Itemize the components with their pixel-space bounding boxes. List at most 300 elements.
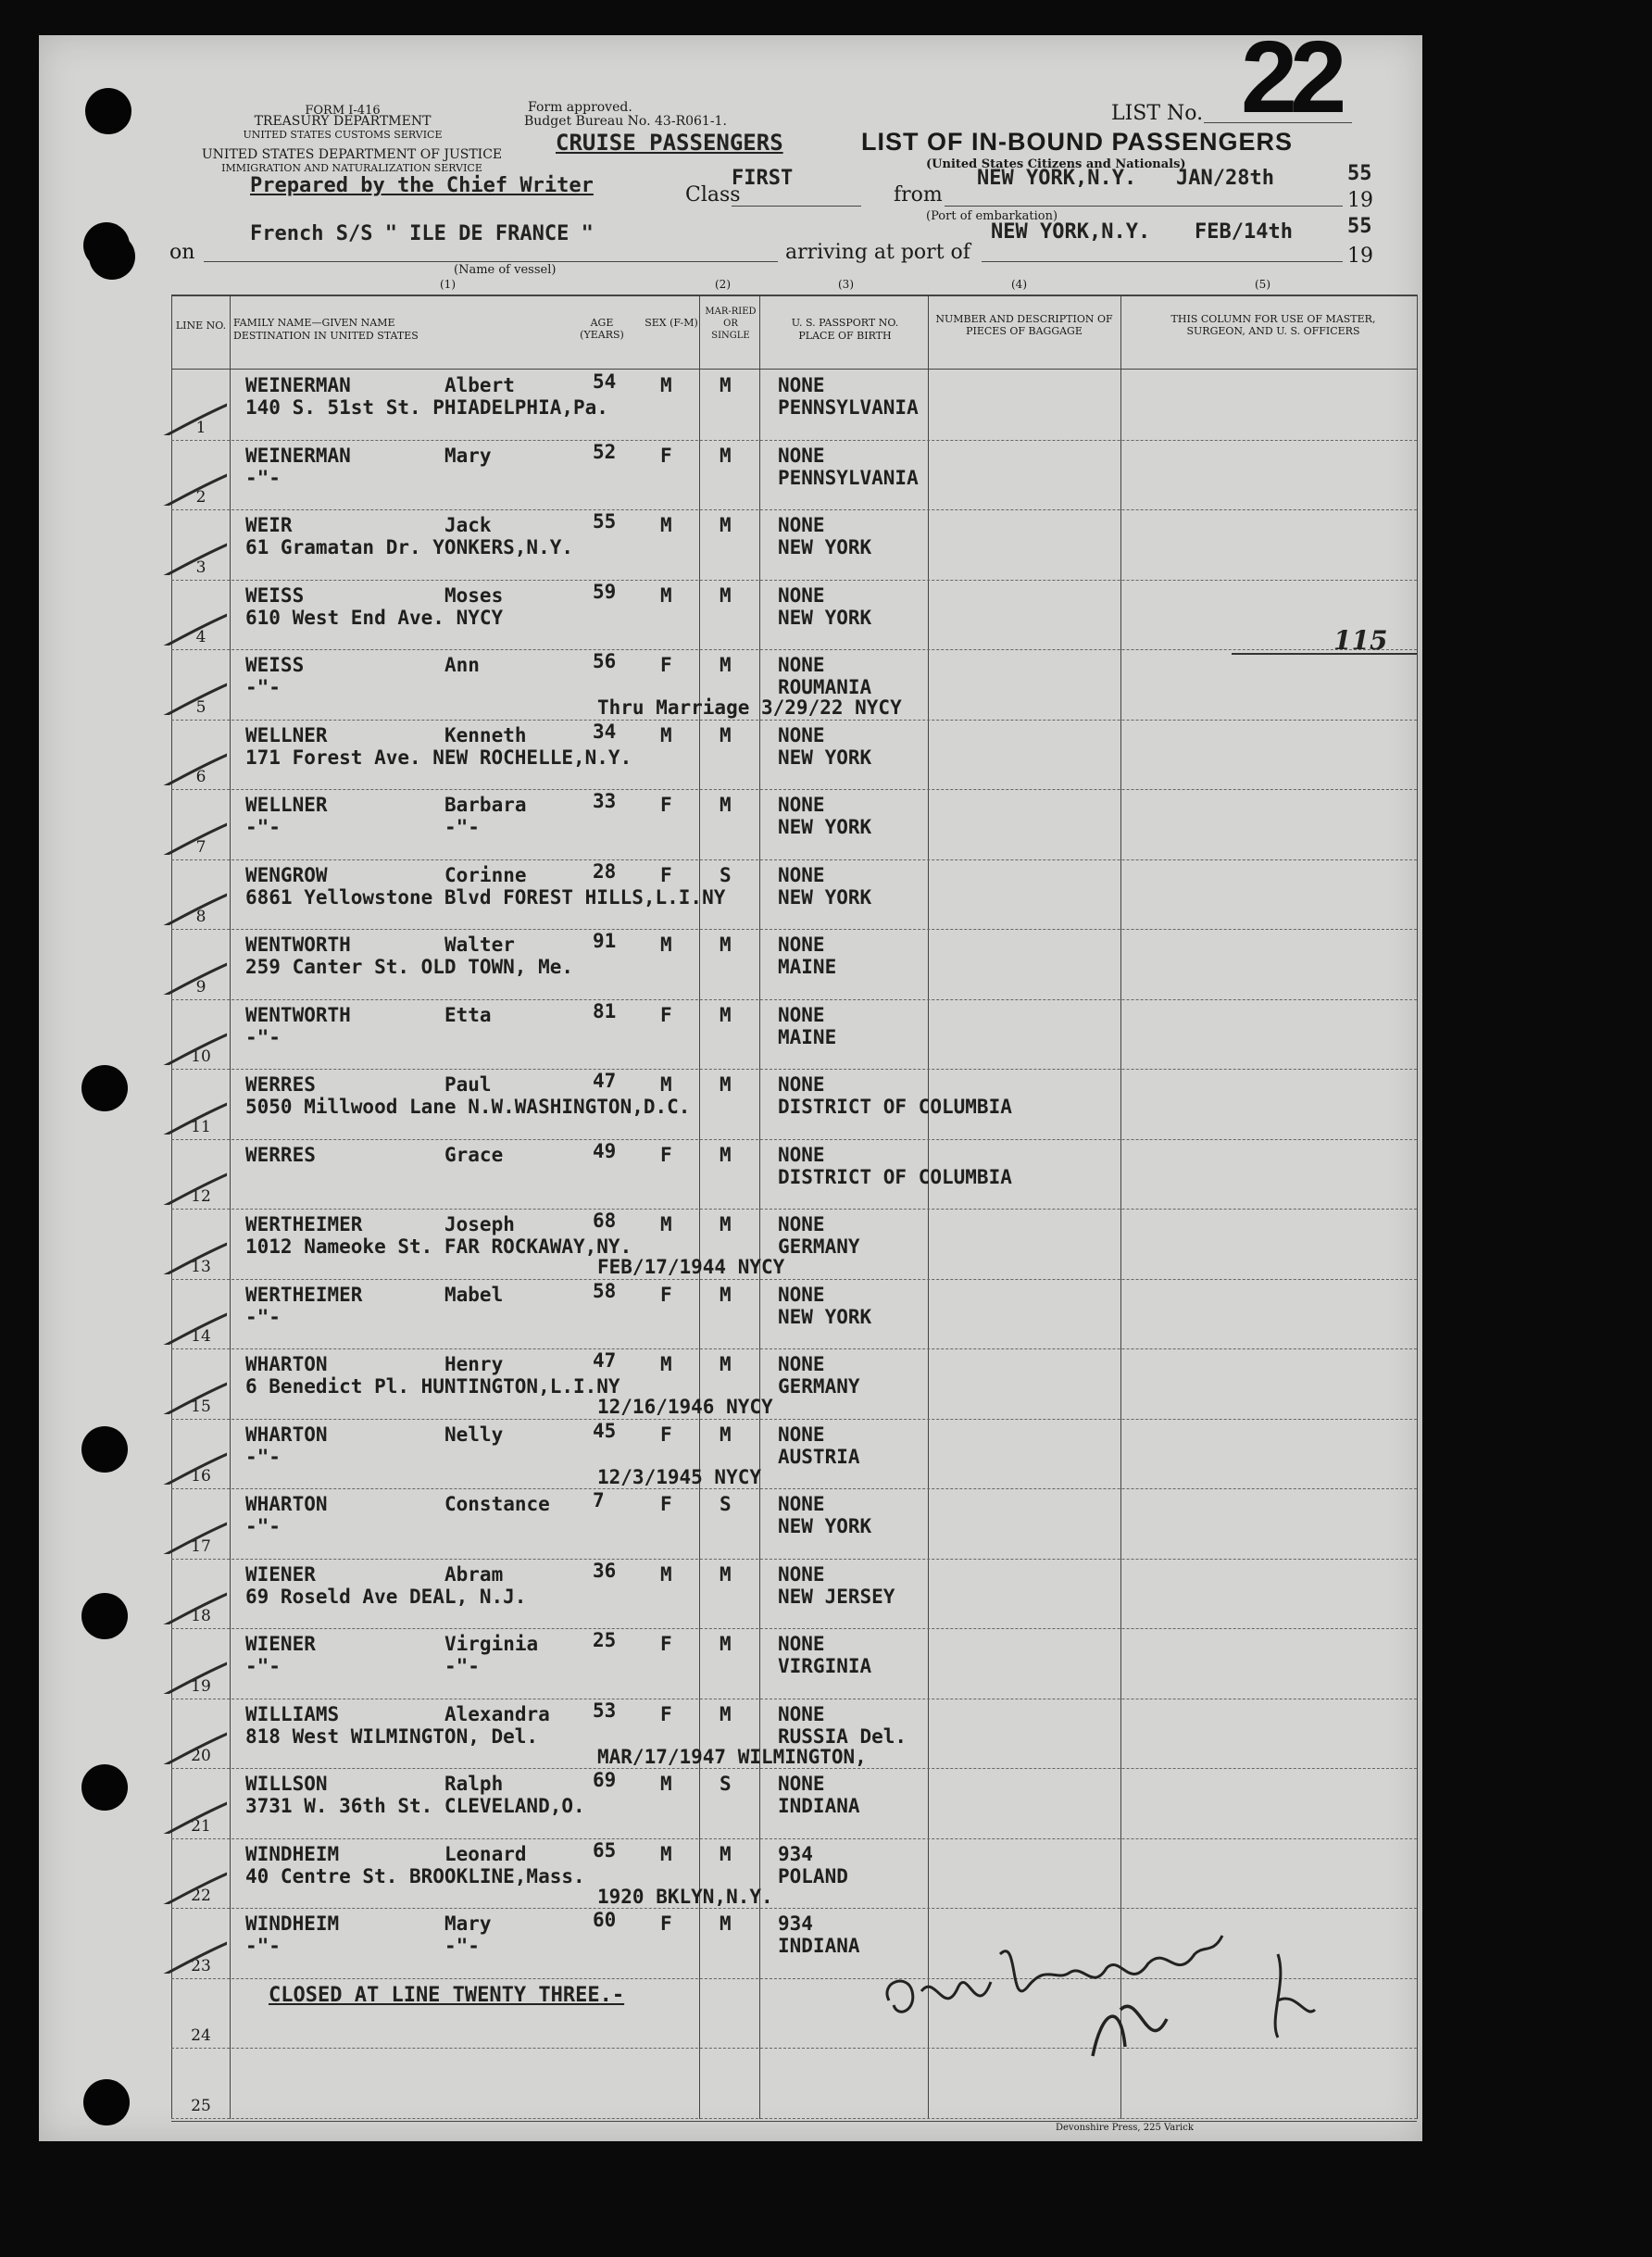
col-sex: SEX (F-M) <box>645 317 698 329</box>
place-of-birth: INDIANA <box>778 1795 860 1817</box>
line-number: 16 <box>191 1467 211 1486</box>
line-number: 1 <box>195 418 206 437</box>
destination: 259 Canter St. OLD TOWN, Me. <box>245 956 574 978</box>
marital-status: M <box>720 1702 732 1725</box>
given-name: Alexandra <box>444 1702 550 1725</box>
table-row <box>171 1070 1417 1140</box>
col-destination: DESTINATION IN UNITED STATES <box>233 330 419 342</box>
family-name: WERRES <box>245 1073 316 1096</box>
passport-number: NONE <box>778 863 825 886</box>
family-name: WIENER <box>245 1562 316 1586</box>
destination: -"- <box>245 1445 281 1468</box>
place-of-birth: GERMANY <box>778 1235 860 1258</box>
age: 7 <box>593 1489 605 1511</box>
table-row <box>171 1489 1417 1560</box>
destination: 40 Centre St. BROOKLINE,Mass. <box>245 1864 585 1887</box>
col-line-no: LINE NO. <box>175 320 227 332</box>
given-name: Barbara <box>444 794 527 816</box>
place-of-birth: NEW YORK <box>778 816 872 838</box>
checkmark-icon <box>153 888 227 925</box>
passport-number: NONE <box>778 1702 825 1725</box>
passport-number: 934 <box>778 1912 813 1935</box>
checkmark-icon <box>153 1237 227 1274</box>
marital-status: M <box>720 374 732 396</box>
line-number: 5 <box>195 697 206 717</box>
sex: M <box>660 374 672 396</box>
line-number: 19 <box>191 1676 211 1696</box>
table-row <box>171 1210 1417 1280</box>
marital-status: M <box>720 1842 732 1865</box>
given-name: Kenneth <box>444 723 527 746</box>
on-label: on <box>169 241 195 264</box>
place-of-birth: NEW JERSEY <box>778 1585 895 1608</box>
marital-status: M <box>720 654 732 676</box>
marital-status: M <box>720 1562 732 1586</box>
age: 65 <box>593 1838 617 1862</box>
from-date: JAN/28th <box>1176 167 1274 190</box>
naturalization-note: FEB/17/1944 NYCY <box>597 1256 785 1278</box>
table-row <box>171 1000 1417 1071</box>
destination: 61 Gramatan Dr. YONKERS,N.Y. <box>245 536 574 558</box>
marital-status: M <box>720 1633 732 1655</box>
passport-number: NONE <box>778 1493 825 1515</box>
cruise-passengers: CRUISE PASSENGERS <box>556 130 783 156</box>
col-num-1: (1) <box>440 278 456 291</box>
arriving-line <box>982 261 1343 262</box>
place-of-birth: POLAND <box>778 1864 848 1887</box>
age: 81 <box>593 999 617 1022</box>
line-number: 7 <box>195 837 206 857</box>
class-line <box>732 206 861 207</box>
destination: -"- <box>245 1515 281 1537</box>
prepared-by: Prepared by the Chief Writer <box>250 174 594 197</box>
col-passport: U. S. PASSPORT NO. <box>791 317 899 329</box>
from-port: NEW YORK,N.Y. <box>977 167 1137 190</box>
checkmark-icon <box>153 678 227 715</box>
destination: 6861 Yellowstone Blvd FOREST HILLS,L.I.NY <box>245 885 726 909</box>
class-label: Class <box>685 183 741 207</box>
place-of-birth: PENNSYLVANIA <box>778 466 919 489</box>
given-name: Walter <box>444 934 515 956</box>
sex: F <box>660 1423 672 1446</box>
table-row <box>171 581 1417 651</box>
age: 47 <box>593 1349 617 1372</box>
officer-mark-line <box>1232 653 1417 655</box>
marital-status: M <box>720 723 732 746</box>
place-of-birth: DISTRICT OF COLUMBIA <box>778 1096 1012 1118</box>
checkmark-icon <box>153 1867 227 1904</box>
table-row <box>171 1560 1417 1630</box>
place-of-birth: NEW YORK <box>778 1515 872 1537</box>
passport-number: NONE <box>778 1353 825 1375</box>
line-number: 13 <box>191 1257 211 1276</box>
year-2: 55 <box>1347 215 1372 238</box>
checkmark-icon <box>153 1028 227 1065</box>
sex: M <box>660 1073 672 1096</box>
punch-hole <box>81 1593 128 1639</box>
place-of-birth: RUSSIA Del. <box>778 1724 907 1748</box>
sex: M <box>660 1842 672 1865</box>
marital-status: M <box>720 934 732 956</box>
passport-number: NONE <box>778 934 825 956</box>
col-num-2: (2) <box>715 278 731 291</box>
table-row <box>171 650 1417 721</box>
page-title: LIST OF IN-BOUND PASSENGERS <box>861 128 1294 156</box>
given-name: Jack <box>444 514 492 536</box>
given-name: Corinne <box>444 863 527 886</box>
marital-status: S <box>720 1773 732 1795</box>
given-name: Virginia <box>444 1633 539 1655</box>
passport-number: NONE <box>778 583 825 607</box>
age: 34 <box>593 720 617 743</box>
sex: F <box>660 654 672 676</box>
punch-hole <box>81 1426 128 1473</box>
passport-number: NONE <box>778 1073 825 1096</box>
line-number: 17 <box>191 1536 211 1556</box>
col-baggage: NUMBER AND DESCRIPTION OF PIECES OF BAGGAGE <box>935 313 1113 337</box>
line-number: 15 <box>191 1397 211 1416</box>
place-of-birth: MAINE <box>778 956 837 978</box>
marital-status: M <box>720 1143 732 1166</box>
passport-number: NONE <box>778 794 825 816</box>
table-row <box>171 1699 1417 1770</box>
marital-status: S <box>720 863 732 886</box>
place-of-birth: AUSTRIA <box>778 1445 860 1468</box>
age: 59 <box>593 580 617 603</box>
punch-hole <box>83 2079 130 2125</box>
checkmark-icon <box>153 1097 227 1135</box>
arriving-label: arriving at port of <box>785 241 970 264</box>
marital-status: M <box>720 444 732 467</box>
sex: F <box>660 1912 672 1935</box>
given-name: Constance <box>444 1493 550 1515</box>
destination: -"- <box>245 676 281 698</box>
sex: M <box>660 1562 672 1586</box>
form-approved: Form approved. <box>528 100 632 115</box>
from-label: from <box>894 183 943 207</box>
given-name: Ann <box>444 654 480 676</box>
line-number: 8 <box>195 908 206 926</box>
year-1: 55 <box>1347 162 1372 185</box>
line-number: 12 <box>191 1187 211 1206</box>
given-name: Albert <box>444 374 515 396</box>
age: 58 <box>593 1279 617 1302</box>
line-number: 21 <box>191 1816 211 1836</box>
place-of-birth: NEW YORK <box>778 1305 872 1328</box>
line-number: 24 <box>191 2026 211 2045</box>
place-of-birth: PENNSYLVANIA <box>778 396 919 419</box>
col-num-3: (3) <box>838 278 854 291</box>
sex: M <box>660 934 672 956</box>
table-row <box>171 1280 1417 1350</box>
naturalization-note: MAR/17/1947 WILMINGTON, <box>597 1745 867 1768</box>
given-name: Grace <box>444 1143 504 1166</box>
line-number: 10 <box>191 1047 211 1066</box>
signature <box>870 1899 1352 2065</box>
age: 52 <box>593 440 617 463</box>
passport-number: NONE <box>778 1213 825 1235</box>
age: 33 <box>593 790 617 812</box>
treasury-dept: TREASURY DEPARTMENT <box>254 114 432 129</box>
age: 56 <box>593 650 617 672</box>
customs-service: UNITED STATES CUSTOMS SERVICE <box>243 129 443 141</box>
sex: F <box>660 863 672 886</box>
sex: F <box>660 1493 672 1515</box>
col-officers: THIS COLUMN FOR USE OF MASTER, SURGEON, AND U. S. OFFICERS <box>1170 313 1376 337</box>
table-row <box>171 441 1417 511</box>
family-name: WENGROW <box>245 863 328 886</box>
given-name: Paul <box>444 1073 492 1096</box>
marital-status: S <box>720 1493 732 1515</box>
table-row <box>171 1140 1417 1210</box>
destination: 1012 Nameoke St. FAR ROCKAWAY,NY. <box>245 1235 632 1258</box>
given-name: Mary <box>444 444 492 467</box>
passport-number: 934 <box>778 1842 813 1865</box>
checkmark-icon <box>153 538 227 575</box>
checkmark-icon <box>153 1937 227 1974</box>
sex: M <box>660 514 672 536</box>
given-name-ditto: -"- <box>444 1655 480 1677</box>
checkmark-icon <box>153 1657 227 1694</box>
page-subtitle: (United States Citizens and Nationals) <box>926 157 1186 171</box>
marital-status: M <box>720 1912 732 1935</box>
age: 69 <box>593 1769 617 1791</box>
checkmark-icon <box>153 1448 227 1485</box>
given-name-ditto: -"- <box>444 1935 480 1957</box>
sex: F <box>660 1633 672 1655</box>
age: 54 <box>593 370 617 393</box>
table-row <box>171 1349 1417 1420</box>
destination: 610 West End Ave. NYCY <box>245 606 504 629</box>
checkmark-icon <box>153 1377 227 1414</box>
given-name: Nelly <box>444 1423 504 1446</box>
vessel-line <box>204 261 778 262</box>
age: 25 <box>593 1629 617 1651</box>
sex: M <box>660 1213 672 1235</box>
family-name: WELLNER <box>245 723 328 746</box>
class-value: FIRST <box>732 167 794 190</box>
family-name: WHARTON <box>245 1423 328 1446</box>
family-name: WEINERMAN <box>245 374 351 396</box>
family-name: WEISS <box>245 583 305 607</box>
destination: 171 Forest Ave. NEW ROCHELLE,N.Y. <box>245 746 632 769</box>
sex: F <box>660 794 672 816</box>
table-row <box>171 930 1417 1000</box>
punch-hole <box>89 233 135 280</box>
naturalization-note: Thru Marriage 3/29/22 NYCY <box>597 696 902 719</box>
vessel-name: French S/S " ILE DE FRANCE " <box>250 222 594 245</box>
checkmark-icon <box>153 1308 227 1345</box>
place-of-birth: MAINE <box>778 1025 837 1048</box>
given-name: Mabel <box>444 1283 504 1306</box>
age: 36 <box>593 1559 617 1582</box>
passport-number: NONE <box>778 1143 825 1166</box>
table-row <box>171 721 1417 791</box>
sex: F <box>660 1143 672 1166</box>
age: 91 <box>593 930 617 952</box>
given-name: Mary <box>444 1912 492 1935</box>
given-name-ditto: -"- <box>444 816 480 838</box>
age: 55 <box>593 510 617 533</box>
checkmark-icon <box>153 1797 227 1834</box>
line-number: 3 <box>195 558 206 577</box>
checkmark-icon <box>153 398 227 435</box>
family-name: WINDHEIM <box>245 1912 340 1935</box>
printer-credit: Devonshire Press, 225 Varick <box>1056 2123 1194 2133</box>
col-birthplace: PLACE OF BIRTH <box>798 330 892 342</box>
family-name: WEINERMAN <box>245 444 351 467</box>
age: 28 <box>593 859 617 883</box>
place-of-birth: INDIANA <box>778 1935 860 1957</box>
line-number: 14 <box>191 1327 211 1346</box>
given-name: Moses <box>444 583 504 607</box>
table-row <box>171 860 1417 931</box>
line-number: 22 <box>191 1887 211 1905</box>
vessel-label: (Name of vessel) <box>454 263 557 277</box>
table-row <box>171 1420 1417 1490</box>
family-name: WEISS <box>245 654 305 676</box>
passport-number: NONE <box>778 1633 825 1655</box>
line-number: 9 <box>195 977 206 997</box>
marital-status: M <box>720 794 732 816</box>
col-name: FAMILY NAME—GIVEN NAME <box>233 317 395 329</box>
checkmark-icon <box>153 818 227 855</box>
arriving-date: FEB/14th <box>1195 220 1293 244</box>
destination: -"- <box>245 1025 281 1048</box>
place-of-birth: ROUMANIA <box>778 676 872 698</box>
passport-number: NONE <box>778 1562 825 1586</box>
destination: -"- <box>245 1305 281 1328</box>
marital-status: M <box>720 1353 732 1375</box>
year-prefix-1: 19 <box>1347 189 1373 212</box>
sex: F <box>660 444 672 467</box>
marital-status: M <box>720 583 732 607</box>
family-name: WINDHEIM <box>245 1842 340 1865</box>
family-name: WHARTON <box>245 1493 328 1515</box>
budget-bureau: Budget Bureau No. 43-R061-1. <box>524 114 727 129</box>
place-of-birth: NEW YORK <box>778 885 872 909</box>
place-of-birth: DISTRICT OF COLUMBIA <box>778 1165 1012 1188</box>
family-name: WILLIAMS <box>245 1702 340 1725</box>
checkmark-icon <box>153 748 227 785</box>
passport-number: NONE <box>778 444 825 467</box>
list-number-label: LIST No. <box>1111 102 1204 125</box>
table-row <box>171 1629 1417 1699</box>
immigration-service: IMMIGRATION AND NATURALIZATION SERVICE <box>221 162 482 174</box>
col-married: MAR-RIED OR SINGLE <box>705 307 757 341</box>
checkmark-icon <box>153 1727 227 1764</box>
line-number: 6 <box>195 768 206 786</box>
officer-mark: 115 <box>1333 625 1388 656</box>
row-rule <box>171 2118 1417 2119</box>
sex: M <box>660 723 672 746</box>
year-prefix-2: 19 <box>1347 245 1373 268</box>
list-number: 22 <box>1241 20 1340 134</box>
line-number: 18 <box>191 1607 211 1625</box>
punch-hole <box>85 88 131 134</box>
given-name: Joseph <box>444 1213 515 1235</box>
family-name: WERTHEIMER <box>245 1283 363 1306</box>
port-embarkation-label: (Port of embarkation) <box>926 209 1058 223</box>
family-name: WIENER <box>245 1633 316 1655</box>
place-of-birth: NEW YORK <box>778 536 872 558</box>
checkmark-icon <box>153 958 227 995</box>
sex: F <box>660 1283 672 1306</box>
table-row <box>171 790 1417 860</box>
line-number: 23 <box>191 1956 211 1975</box>
family-name: WERRES <box>245 1143 316 1166</box>
destination: 140 S. 51st St. PHIADELPHIA,Pa. <box>245 396 608 419</box>
closed-note: CLOSED AT LINE TWENTY THREE.- <box>269 1984 625 2007</box>
destination: 6 Benedict Pl. HUNTINGTON,L.I.NY <box>245 1375 620 1398</box>
line-number: 2 <box>195 488 206 507</box>
sex: M <box>660 1353 672 1375</box>
given-name: Etta <box>444 1003 492 1026</box>
destination: 69 Roseld Ave DEAL, N.J. <box>245 1585 527 1608</box>
col-num-4: (4) <box>1011 278 1027 291</box>
family-name: WHARTON <box>245 1353 328 1375</box>
age: 49 <box>593 1139 617 1162</box>
naturalization-note: 1920 BKLYN,N.Y. <box>597 1885 773 1908</box>
marital-status: M <box>720 514 732 536</box>
form-number: FORM I-416 <box>305 104 381 118</box>
passport-number: NONE <box>778 1773 825 1795</box>
header-divider <box>171 369 1417 370</box>
from-line <box>945 206 1343 207</box>
justice-dept: UNITED STATES DEPARTMENT OF JUSTICE <box>201 147 503 162</box>
age: 47 <box>593 1070 617 1092</box>
punch-hole <box>81 1764 128 1811</box>
destination: -"- <box>245 1655 281 1677</box>
destination: -"- <box>245 816 281 838</box>
given-name: Abram <box>444 1562 504 1586</box>
destination: 3731 W. 36th St. CLEVELAND,O. <box>245 1795 585 1817</box>
sex: F <box>660 1702 672 1725</box>
table-row <box>171 370 1417 441</box>
family-name: WELLNER <box>245 794 328 816</box>
given-name: Ralph <box>444 1773 504 1795</box>
age: 60 <box>593 1909 617 1931</box>
naturalization-note: 12/3/1945 NYCY <box>597 1465 762 1488</box>
sex: M <box>660 1773 672 1795</box>
place-of-birth: NEW YORK <box>778 746 872 769</box>
checkmark-icon <box>153 608 227 646</box>
passport-number: NONE <box>778 1283 825 1306</box>
family-name: WENTWORTH <box>245 1003 351 1026</box>
checkmark-icon <box>153 1517 227 1554</box>
age: 53 <box>593 1699 617 1722</box>
family-name: WERTHEIMER <box>245 1213 363 1235</box>
arriving-port: NEW YORK,N.Y. <box>991 220 1151 244</box>
given-name: Henry <box>444 1353 504 1375</box>
place-of-birth: VIRGINIA <box>778 1655 872 1677</box>
passport-number: NONE <box>778 1423 825 1446</box>
line-number: 25 <box>191 2096 211 2115</box>
passport-number: NONE <box>778 374 825 396</box>
destination: 5050 Millwood Lane N.W.WASHINGTON,D.C. <box>245 1096 691 1118</box>
sex: F <box>660 1003 672 1026</box>
passport-number: NONE <box>778 1003 825 1026</box>
col-num-5: (5) <box>1255 278 1270 291</box>
sex: M <box>660 583 672 607</box>
destination: -"- <box>245 1935 281 1957</box>
col-rule <box>1417 295 1418 2119</box>
destination: -"- <box>245 466 281 489</box>
table-row <box>171 1769 1417 1839</box>
destination: 818 West WILMINGTON, Del. <box>245 1724 539 1748</box>
given-name: Leonard <box>444 1842 527 1865</box>
marital-status: M <box>720 1003 732 1026</box>
